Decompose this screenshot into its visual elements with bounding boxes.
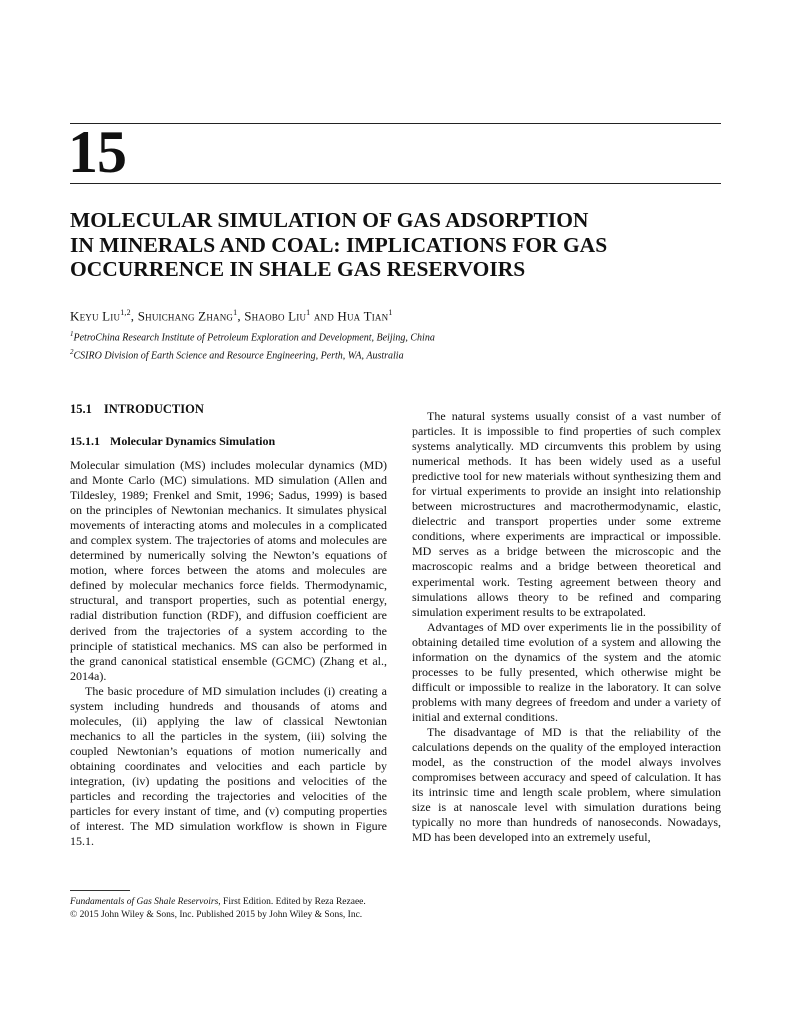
paragraph: The basic procedure of MD simulation includes (i) creating a system including hundreds and thousands of atoms and molecules, (ii) applying the law of classical Newtonian mechanics to all the particles in the system, (iii) solving the coupled Newtonian’s equations of motion numerically and obtaining coordinates and velocities and each particle by integration, (iv) updating the positions and velocities of the particles and recording the trajectories and velocities of the particles for every instant of time, and (v) computing properties of interest. The MD simulation workflow is shown in Figure 15.1. — [70, 683, 387, 849]
subsection-title: Molecular Dynamics Simulation — [110, 434, 276, 448]
footnote-rule — [70, 890, 130, 891]
author-name: Keyu Liu — [70, 308, 121, 324]
affiliation: $^2$CSIRO Division of Earth Science and Resource Engineering, Perth, WA, Australia — [70, 348, 404, 362]
author-name: Hua Tian — [337, 308, 389, 324]
footnote-copyright: © 2015 John Wiley & Sons, Inc. Published 2015 by John Wiley & Sons, Inc. — [70, 910, 363, 920]
title-line: MOLECULAR SIMULATION OF GAS ADSORPTION — [70, 208, 589, 232]
paragraph: Advantages of MD over experiments lie in the possibility of obtaining detailed time evolution of a system and allowing the information on the dynamics of the system and the atomic processes to be fully presented, which otherwise might be difficult or impossible to realize in the laboratory. It can solve problems with many degrees of freedom and under a variety of initial and external conditions. — [412, 619, 721, 724]
author-list: Keyu Liu$^{1,2}$, Shuichang Zhang$^1$, Shaobo Liu$^1$ and Hua Tian$^1$ — [70, 308, 393, 324]
author-name: Shuichang Zhang — [137, 308, 234, 324]
right-column — [412, 409, 721, 845]
author-conjunction: and — [313, 308, 334, 324]
book-title: Fundamentals of Gas Shale Reservoirs — [70, 897, 219, 907]
author-affiliation-mark: 1 — [388, 308, 393, 317]
left-column — [70, 458, 387, 849]
author-affiliation-mark: 1 — [306, 308, 311, 317]
author-affiliation-mark: 1 — [233, 308, 238, 317]
paragraph: The disadvantage of MD is that the reliability of the calculations depends on the quality of the employed interaction model, as the construction of the model always involves compromises between accuracy and speed of calculation. It has its intrinsic time and length scale problem, where simulation size is at nanoscale level with simulation durations being typically no more than hundreds of nanoseconds. Nowadays, MD has been developed into an extremely useful, — [412, 724, 721, 845]
author-affiliation-mark: 1,2 — [120, 308, 131, 317]
author-name: Shaobo Liu — [244, 308, 307, 324]
chapter-rule — [70, 183, 721, 184]
chapter-title — [70, 208, 721, 282]
section-title: INTRODUCTION — [103, 402, 204, 416]
title-line: IN MINERALS AND COAL: IMPLICATIONS FOR GAS — [70, 232, 608, 257]
footnote-book: Fundamentals of Gas Shale Reservoirs, First Edition. Edited by Reza Rezaee. — [70, 897, 366, 907]
chapter-number: 15 — [68, 119, 126, 185]
section-heading — [70, 402, 204, 417]
subsection-number: 15.1.1 — [70, 434, 100, 448]
paragraph: The natural systems usually consist of a vast number of particles. It is impossible to find properties of such complex systems analytically. MD circumvents this problem by using numerical methods. It has been widely used as a useful predictive tool for new materials without synthesizing them and for virtual experiments to provide an insight into relationship between microstructures and macrothermodynamic, elastic, dielectric and transport properties under some extreme conditions, where experiments are impractical or impossible. MD serves as a bridge between the microscopic and the macroscopic realms and a bridge between theoretical and experimental work. Testing agreement between theory and simulations allows theory to be refined and comparing simulation experiment results to be extrapolated. — [412, 409, 721, 619]
paragraph: Molecular simulation (MS) includes molecular dynamics (MD) and Monte Carlo (MC) simulations. MD simulation (Allen and Tildesley, 1989; Frenkel and Smit, 1996; Sadus, 1999) is based on the principles of Newtonian mechanics. It simulates physical movements of interacting atoms and molecules in a complicated and complex system. The trajectories of atoms and molecules are determined by numerically solving the Newton’s equations of motion, where forces between the atoms and molecules are defined by molecular mechanics force fields. Thermodynamic, structural, and transport properties, such as potential energy, radial distribution function (RDF), and diffusion coefficient are derived from the trajectories of a system according to the principle of statistical mechanics. MS can also be performed in the grand canonical statistical ensemble (GCMC) (Zhang et al., 2014a). — [70, 458, 387, 683]
affiliation: $^1$PetroChina Research Institute of Petroleum Exploration and Development, Beijing, China — [70, 330, 435, 344]
top-rule — [70, 123, 721, 124]
title-line: OCCURRENCE IN SHALE GAS RESERVOIRS — [70, 257, 526, 281]
subsection-heading — [70, 434, 275, 449]
section-number: 15.1 — [70, 402, 92, 416]
